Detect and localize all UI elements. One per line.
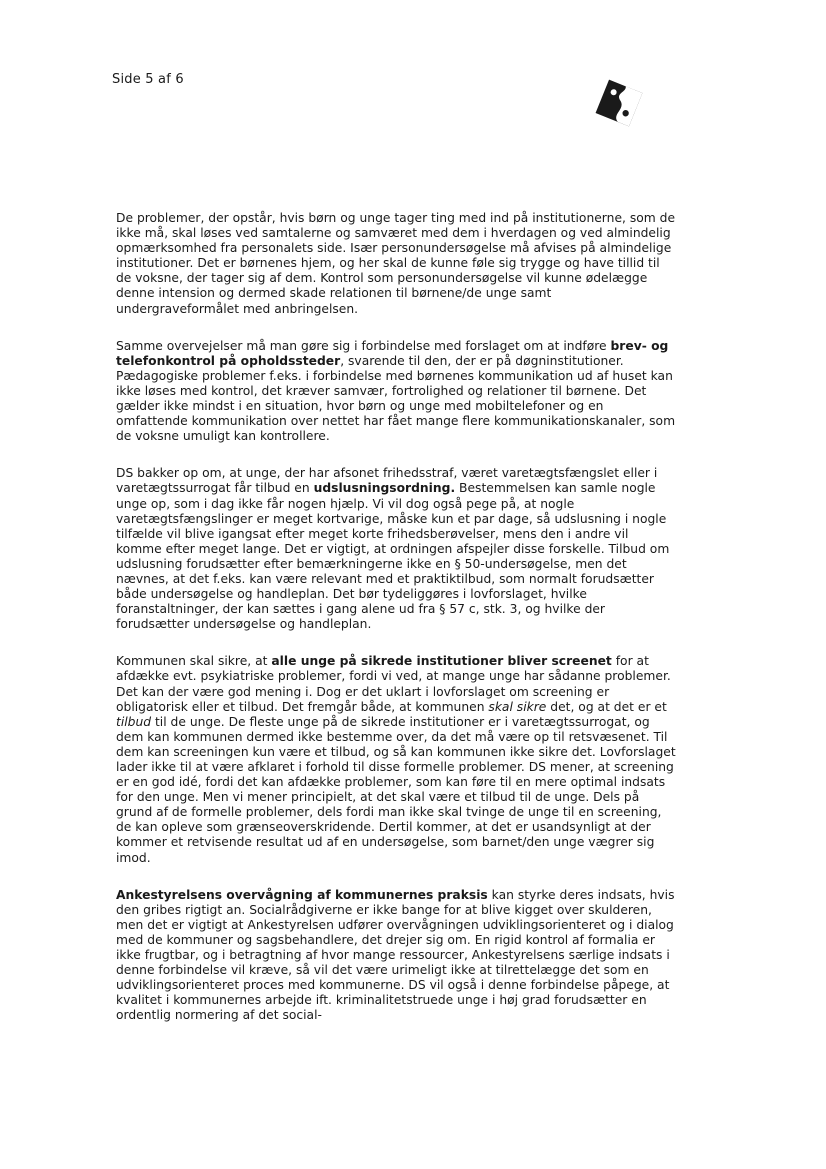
italic-text: tilbud xyxy=(116,714,152,729)
body-paragraph xyxy=(116,339,676,445)
bold-text: Ankestyrelsens overvågning af kommunernes praksis xyxy=(116,887,488,902)
document-body xyxy=(116,211,676,1046)
body-paragraph xyxy=(116,211,676,317)
tilted-square-logo-icon xyxy=(592,76,646,130)
bold-text: udslusningsordning. xyxy=(313,481,456,496)
text-run: De problemer, der opstår, hvis børn og unge tager ting med ind på institutionerne, som de ikke må, skal løses ved samtalerne og samværet med dem i hverdagen og ved almindelig opmærksomhed fra personalets side. Især personundersøgelse må afvises på almindelige institutioner. Det er børnenes hjem, og her skal de kunne føle sig trygge og have tillid til de voksne, der tager sig af dem. Kontrol som personundersøgelse vil kunne ødelægge denne intension og dermed skade relationen til børnene/de unge samt undergraveformålet med anbringelsen. xyxy=(116,211,676,316)
body-paragraph xyxy=(116,654,676,865)
bold-text: alle unge på sikrede institutioner bliver screenet xyxy=(271,654,612,669)
text-run: DS bakker op om, at unge, der har afsonet frihedsstraf, været varetægtsfængslet eller i varetægtssurrogat får tilbud en xyxy=(116,466,658,496)
text-run: for at afdække evt. psykiatriske problemer, fordi vi ved, at mange unge har sådanne problemer. Det kan der være god mening i. Dog er det uklart i lovforslaget om screening er obligatorisk eller et tilbud. Det fremgår både, at kommunen xyxy=(116,654,671,714)
text-run: , svarende til den, der er på døgninstitutioner. Pædagogiske problemer f.eks. i forbindelse med børnenes kommunikation ud af huset kan ikke løses med kontrol, det kræver samvær, fortrolighed og relationer til børnene. Det gælder ikke mindst i en situation, hvor børn og unge med mobiltelefoner og en omfattende kommunikation over nettet har fået mange flere kommunikationskanaler, som de voksne umuligt kan kontrollere. xyxy=(116,353,676,444)
body-paragraph xyxy=(116,888,676,1024)
text-run: det, og at det er et xyxy=(546,699,667,714)
text-run: til de unge. De fleste unge på de sikrede institutioner er i varetægtssurrogat, og dem kan kommunen dermed ikke bestemme over, da det må være op til retsvæsenet. Til dem kan screeningen kun være et tilbud, og så kan kommunen ikke sikre det. Lovforslaget lader ikke til at være afklaret i forhold til disse formelle problemer. DS mener, at screening er en god idé, fordi det kan afdække problemer, som kan føre til en mere optimal indsats for den unge. Men vi mener principielt, at det skal være et tilbud til de unge. Dels på grund af de formelle problemer, dels fordi man ikke skal tvinge de unge til en screening, de kan opleve som grænseoverskridende. Dertil kommer, at det er usandsynligt at der kommer et retvisende resultat ud af en undersøgelse, som barnet/den unge vægrer sig imod. xyxy=(116,714,676,865)
italic-text: skal sikre xyxy=(488,699,547,714)
text-run: Samme overvejelser må man gøre sig i forbindelse med forslaget om at indføre xyxy=(116,338,611,353)
text-run: Bestemmelsen kan samle nogle unge op, som i dag ikke får nogen hjælp. Vi vil dog også pege på, at nogle varetægtsfængslinger er meget kortvarige, måske kun et par dage, så udslusning i nogle tilfælde vil blive igangsat efter meget korte frihedsberøvelser, mens den i andre vil komme efter meget lange. Det er vigtigt, at ordningen afspejler disse forskelle. Tilbud om udslusning forudsætter efter bemærkningerne ikke en § 50-undersøgelse, men det nævnes, at det f.eks. kan være relevant med et praktiktilbud, som normalt forudsætter både undersøgelse og handleplan. Det bør tydeliggøres i lovforslaget, hvilke foranstaltninger, der kan sættes i gang alene ud fra § 57 c, stk. 3, og hvilke der forudsætter undersøgelse og handleplan. xyxy=(116,481,670,632)
text-run: kan styrke deres indsats, hvis den gribes rigtigt an. Socialrådgiverne er ikke bange for at blive kigget over skulderen, men det er vigtigt at Ankestyrelsen udfører overvågningen udviklingsorienteret og i dialog med de kommuner og sagsbehandlere, det drejer sig om. En rigid kontrol af formalia er ikke frugtbar, og i betragtning af hvor mange ressourcer, Ankestyrelsens særlige indsats i denne forbindelse vil kræve, så vil det være urimeligt ikke at tilrettelægge det som en udviklingsorienteret proces med kommunerne. DS vil også i denne forbindelse påpege, at kvalitet i kommunernes arbejde ift. kriminalitetstruede unge i høj grad forudsætter en ordentlig normering af det social- xyxy=(116,887,675,1023)
bold-text: brev- og telefonkontrol på opholdssteder xyxy=(116,338,669,368)
text-run: Kommunen skal sikre, at xyxy=(116,654,272,669)
page-number-label: Side 5 af 6 xyxy=(112,72,184,87)
body-paragraph xyxy=(116,466,676,632)
